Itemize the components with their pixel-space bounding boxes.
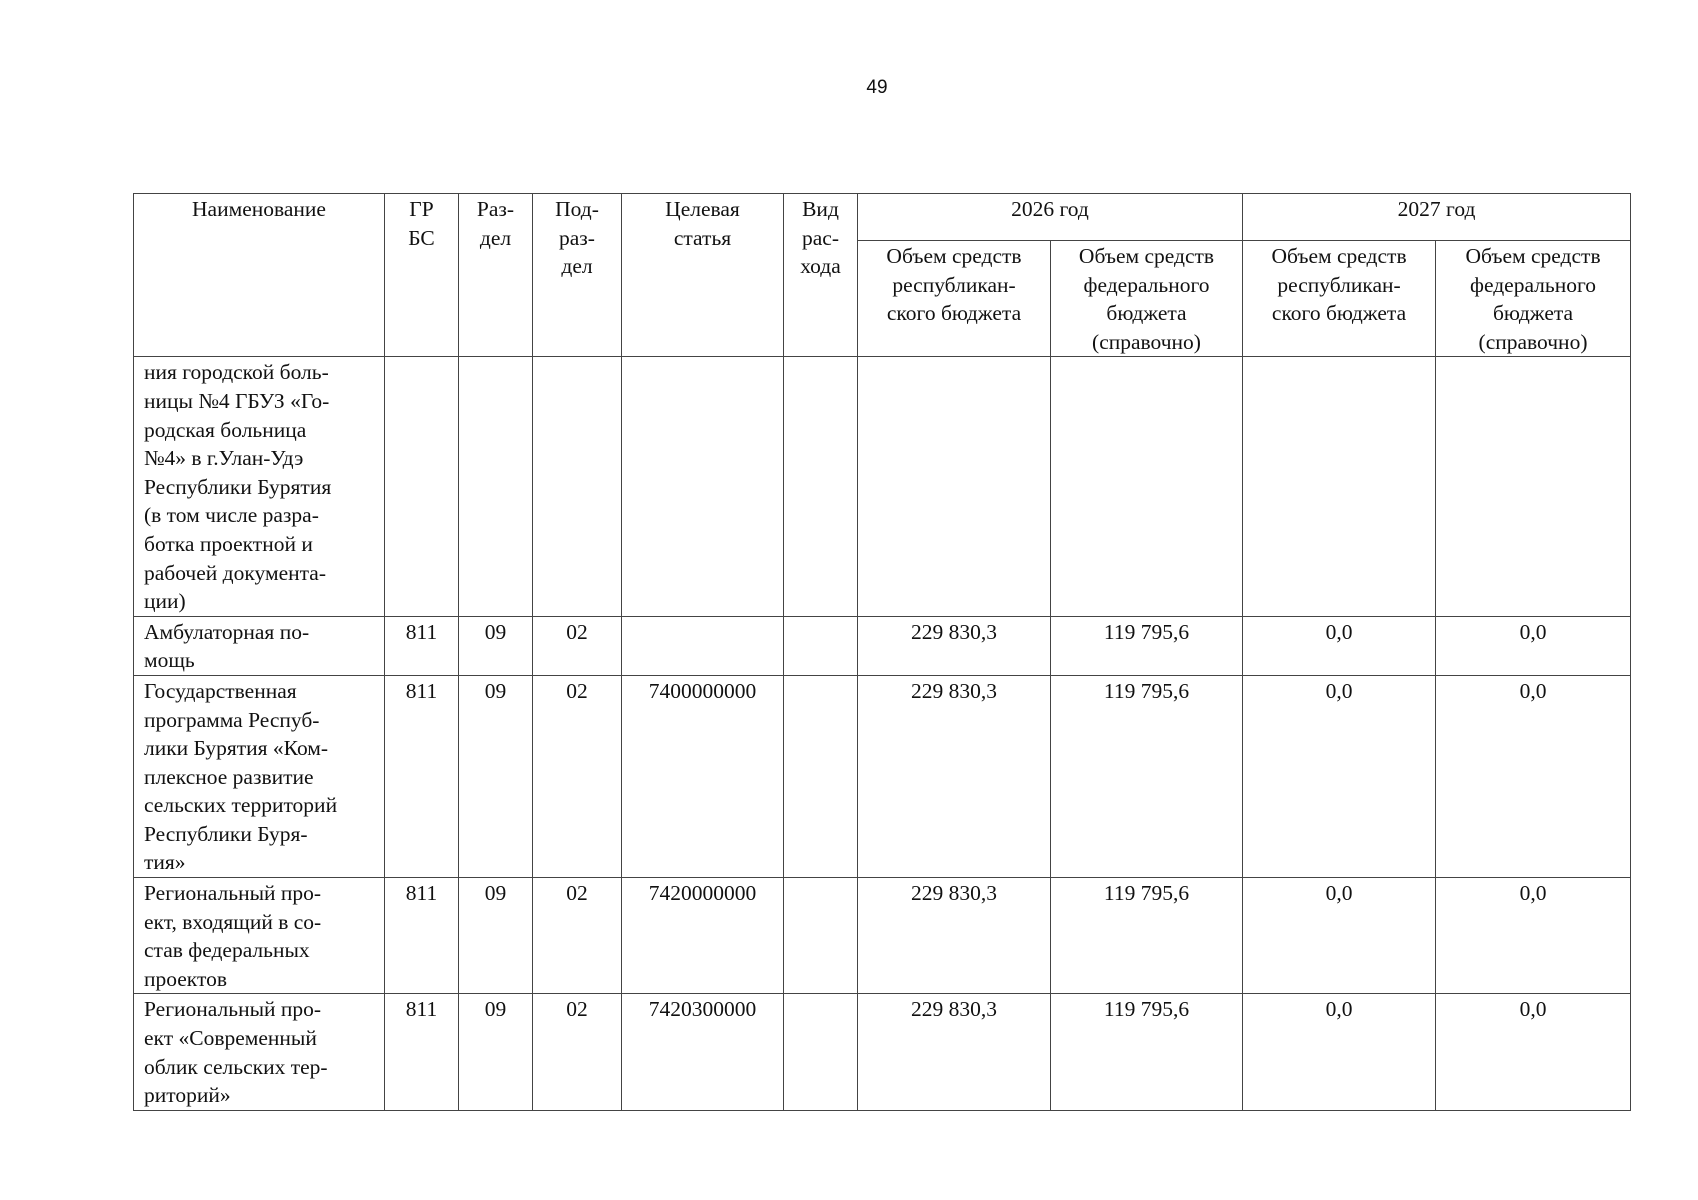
page-number: 49: [866, 77, 888, 98]
row-name-cell: Государственная программа Респуб- лики Бурятия «Ком- плексное развитие сельских территорий Республики Буря- тия»: [134, 675, 385, 877]
header-republic-funds-2026: Объем средств республикан- ского бюджета: [858, 241, 1051, 357]
header-year-2027: 2027 год: [1243, 194, 1631, 241]
podrazdel-cell: 02: [533, 616, 622, 675]
budget-table: [133, 193, 1631, 1111]
target-article-cell: 7420000000: [622, 878, 784, 994]
republic-2027-cell: [1243, 357, 1436, 616]
header-podrazdel: Под- раз- дел: [533, 194, 622, 357]
federal-2027-cell: 0,0: [1436, 616, 1631, 675]
republic-2027-cell: 0,0: [1243, 616, 1436, 675]
table-row: [134, 616, 1631, 675]
republic-2027-cell: 0,0: [1243, 994, 1436, 1110]
federal-2027-cell: [1436, 357, 1631, 616]
table-row: [134, 357, 1631, 616]
header-name: Наименование: [134, 194, 385, 357]
row-name-cell: Региональный про- ект, входящий в со- став федеральных проектов: [134, 878, 385, 994]
header-federal-funds-2027: Объем средств федерального бюджета (справочно): [1436, 241, 1631, 357]
podrazdel-cell: 02: [533, 675, 622, 877]
razdel-cell: 09: [459, 675, 533, 877]
expense-type-cell: [784, 878, 858, 994]
header-expense-type: Вид рас- хода: [784, 194, 858, 357]
row-name-cell: Амбулаторная по- мощь: [134, 616, 385, 675]
republic-2026-cell: 229 830,3: [858, 675, 1051, 877]
target-article-cell: [622, 616, 784, 675]
expense-type-cell: [784, 357, 858, 616]
table-row: [134, 878, 1631, 994]
razdel-cell: [459, 357, 533, 616]
razdel-cell: 09: [459, 878, 533, 994]
republic-2027-cell: 0,0: [1243, 675, 1436, 877]
republic-2026-cell: 229 830,3: [858, 616, 1051, 675]
expense-type-cell: [784, 616, 858, 675]
header-republic-funds-2027: Объем средств республикан- ского бюджета: [1243, 241, 1436, 357]
grbs-cell: 811: [385, 616, 459, 675]
target-article-cell: 7420300000: [622, 994, 784, 1110]
expense-type-cell: [784, 994, 858, 1110]
table-row: [134, 675, 1631, 877]
target-article-cell: 7400000000: [622, 675, 784, 877]
republic-2027-cell: 0,0: [1243, 878, 1436, 994]
federal-2026-cell: 119 795,6: [1051, 994, 1243, 1110]
row-name-cell: Региональный про- ект «Современный облик сельских тер- риторий»: [134, 994, 385, 1110]
header-federal-funds-2026: Объем средств федерального бюджета (справочно): [1051, 241, 1243, 357]
republic-2026-cell: [858, 357, 1051, 616]
expense-type-cell: [784, 675, 858, 877]
grbs-cell: 811: [385, 878, 459, 994]
row-name-cell: ния городской боль- ницы №4 ГБУЗ «Го- родская больница №4» в г.Улан-Удэ Республики Бурятия (в том числе разра- ботка проектной и рабочей документа- ции): [134, 357, 385, 616]
federal-2027-cell: 0,0: [1436, 675, 1631, 877]
grbs-cell: 811: [385, 994, 459, 1110]
header-row-top: [134, 194, 1631, 241]
federal-2027-cell: 0,0: [1436, 994, 1631, 1110]
federal-2026-cell: [1051, 357, 1243, 616]
federal-2026-cell: 119 795,6: [1051, 675, 1243, 877]
header-target-article: Целевая статья: [622, 194, 784, 357]
podrazdel-cell: [533, 357, 622, 616]
federal-2026-cell: 119 795,6: [1051, 878, 1243, 994]
grbs-cell: 811: [385, 675, 459, 877]
grbs-cell: [385, 357, 459, 616]
podrazdel-cell: 02: [533, 878, 622, 994]
header-grbs: ГР БС: [385, 194, 459, 357]
federal-2026-cell: 119 795,6: [1051, 616, 1243, 675]
table-row: [134, 994, 1631, 1110]
target-article-cell: [622, 357, 784, 616]
republic-2026-cell: 229 830,3: [858, 878, 1051, 994]
header-razdel: Раз- дел: [459, 194, 533, 357]
podrazdel-cell: 02: [533, 994, 622, 1110]
federal-2027-cell: 0,0: [1436, 878, 1631, 994]
razdel-cell: 09: [459, 616, 533, 675]
republic-2026-cell: 229 830,3: [858, 994, 1051, 1110]
razdel-cell: 09: [459, 994, 533, 1110]
header-year-2026: 2026 год: [858, 194, 1243, 241]
